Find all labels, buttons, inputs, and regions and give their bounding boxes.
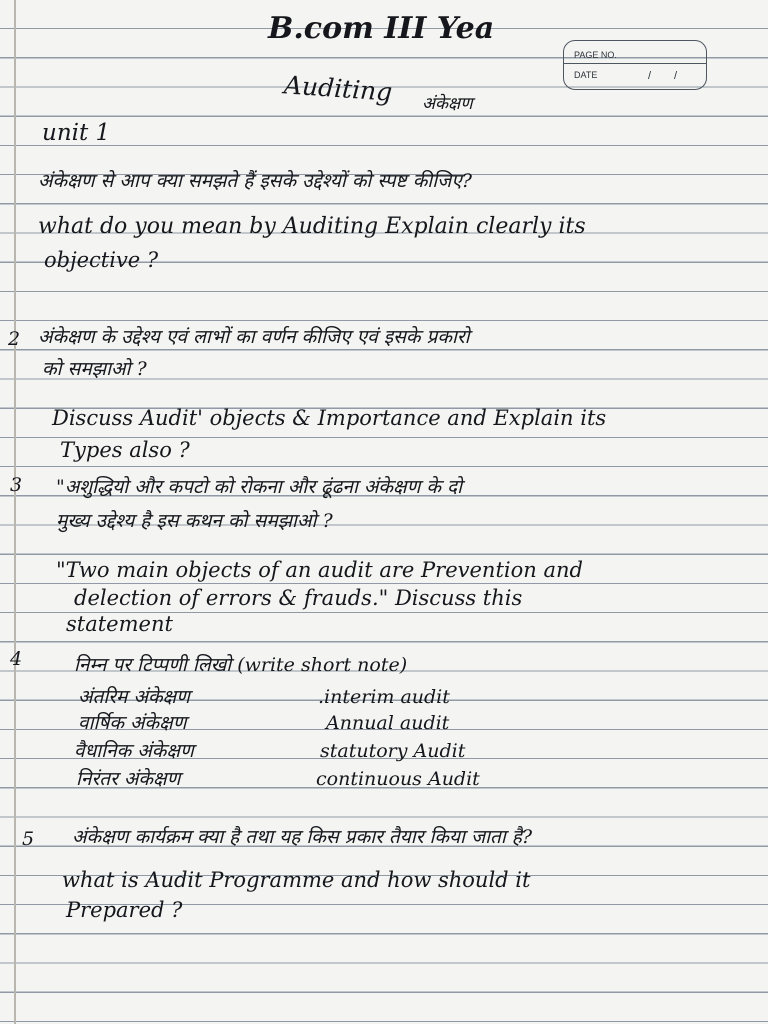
q3-english-line3: statement xyxy=(66,612,173,636)
q4-item-2-english: Annual audit xyxy=(326,712,450,734)
q4-heading: निम्न पर टिप्पणी लिखो (write short note) xyxy=(74,654,408,676)
page-box-divider xyxy=(564,63,706,64)
margin-line xyxy=(14,0,16,1024)
q2-english-line1: Discuss Audit' objects & Importance and Explain its xyxy=(52,406,607,430)
q3-english-line1: "Two main objects of an audit are Prevention and xyxy=(56,558,583,582)
q3-number: 3 xyxy=(10,474,23,496)
q2-english-line2: Types also ? xyxy=(60,438,190,462)
q4-item-1-hindi: अंतरिम अंकेक्षण xyxy=(78,686,190,708)
unit-heading: unit 1 xyxy=(42,120,111,146)
page-date-box xyxy=(563,40,707,90)
page-no-label: PAGE NO. xyxy=(574,50,617,60)
q3-english-line2: delection of errors & frauds." Discuss this xyxy=(74,586,523,610)
q4-item-3-english: statutory Audit xyxy=(320,740,466,762)
q5-english-line1: what is Audit Programme and how should it xyxy=(62,868,531,892)
q4-item-2-hindi: वार्षिक अंकेक्षण xyxy=(78,712,187,734)
q1-english-line2: objective ? xyxy=(44,248,159,272)
date-slash-2: / xyxy=(674,70,678,82)
course-title: B.com III Yea xyxy=(268,11,495,46)
q4-item-4-english: continuous Audit xyxy=(316,768,480,790)
q5-english-line2: Prepared ? xyxy=(66,898,183,922)
q5-hindi: अंकेक्षण कार्यक्रम क्या है तथा यह किस प्रकार तैयार किया जाता है? xyxy=(72,826,533,848)
q4-item-1-english: .interim audit xyxy=(318,686,450,708)
q3-hindi-line2: मुख्य उद्देश्य है इस कथन को समझाओ ? xyxy=(56,510,333,532)
date-slash-1: / xyxy=(648,70,652,82)
subject-heading-hindi: अंकेक्षण xyxy=(422,94,473,114)
q2-number: 2 xyxy=(8,328,21,350)
q2-hindi-line1: अंकेक्षण के उद्देश्य एवं लाभों का वर्णन कीजिए एवं इसके प्रकारो xyxy=(38,326,470,348)
q4-item-4-hindi: निरंतर अंकेक्षण xyxy=(76,768,181,790)
subject-heading: Auditing xyxy=(283,70,394,107)
q1-hindi: अंकेक्षण से आप क्या समझते हैं इसके उद्देश्यों को स्पष्ट कीजिए? xyxy=(38,170,472,192)
q5-number: 5 xyxy=(22,828,35,850)
q4-item-3-hindi: वैधानिक अंकेक्षण xyxy=(74,740,194,762)
q2-hindi-line2: को समझाओ ? xyxy=(42,358,147,380)
q1-english-line1: what do you mean by Auditing Explain clearly its xyxy=(38,214,586,239)
q3-hindi-line1: "अशुद्धियो और कपटो को रोकना और ढूंढना अंकेक्षण के दो xyxy=(56,476,463,498)
date-label: DATE xyxy=(574,70,598,80)
q4-number: 4 xyxy=(10,648,23,670)
